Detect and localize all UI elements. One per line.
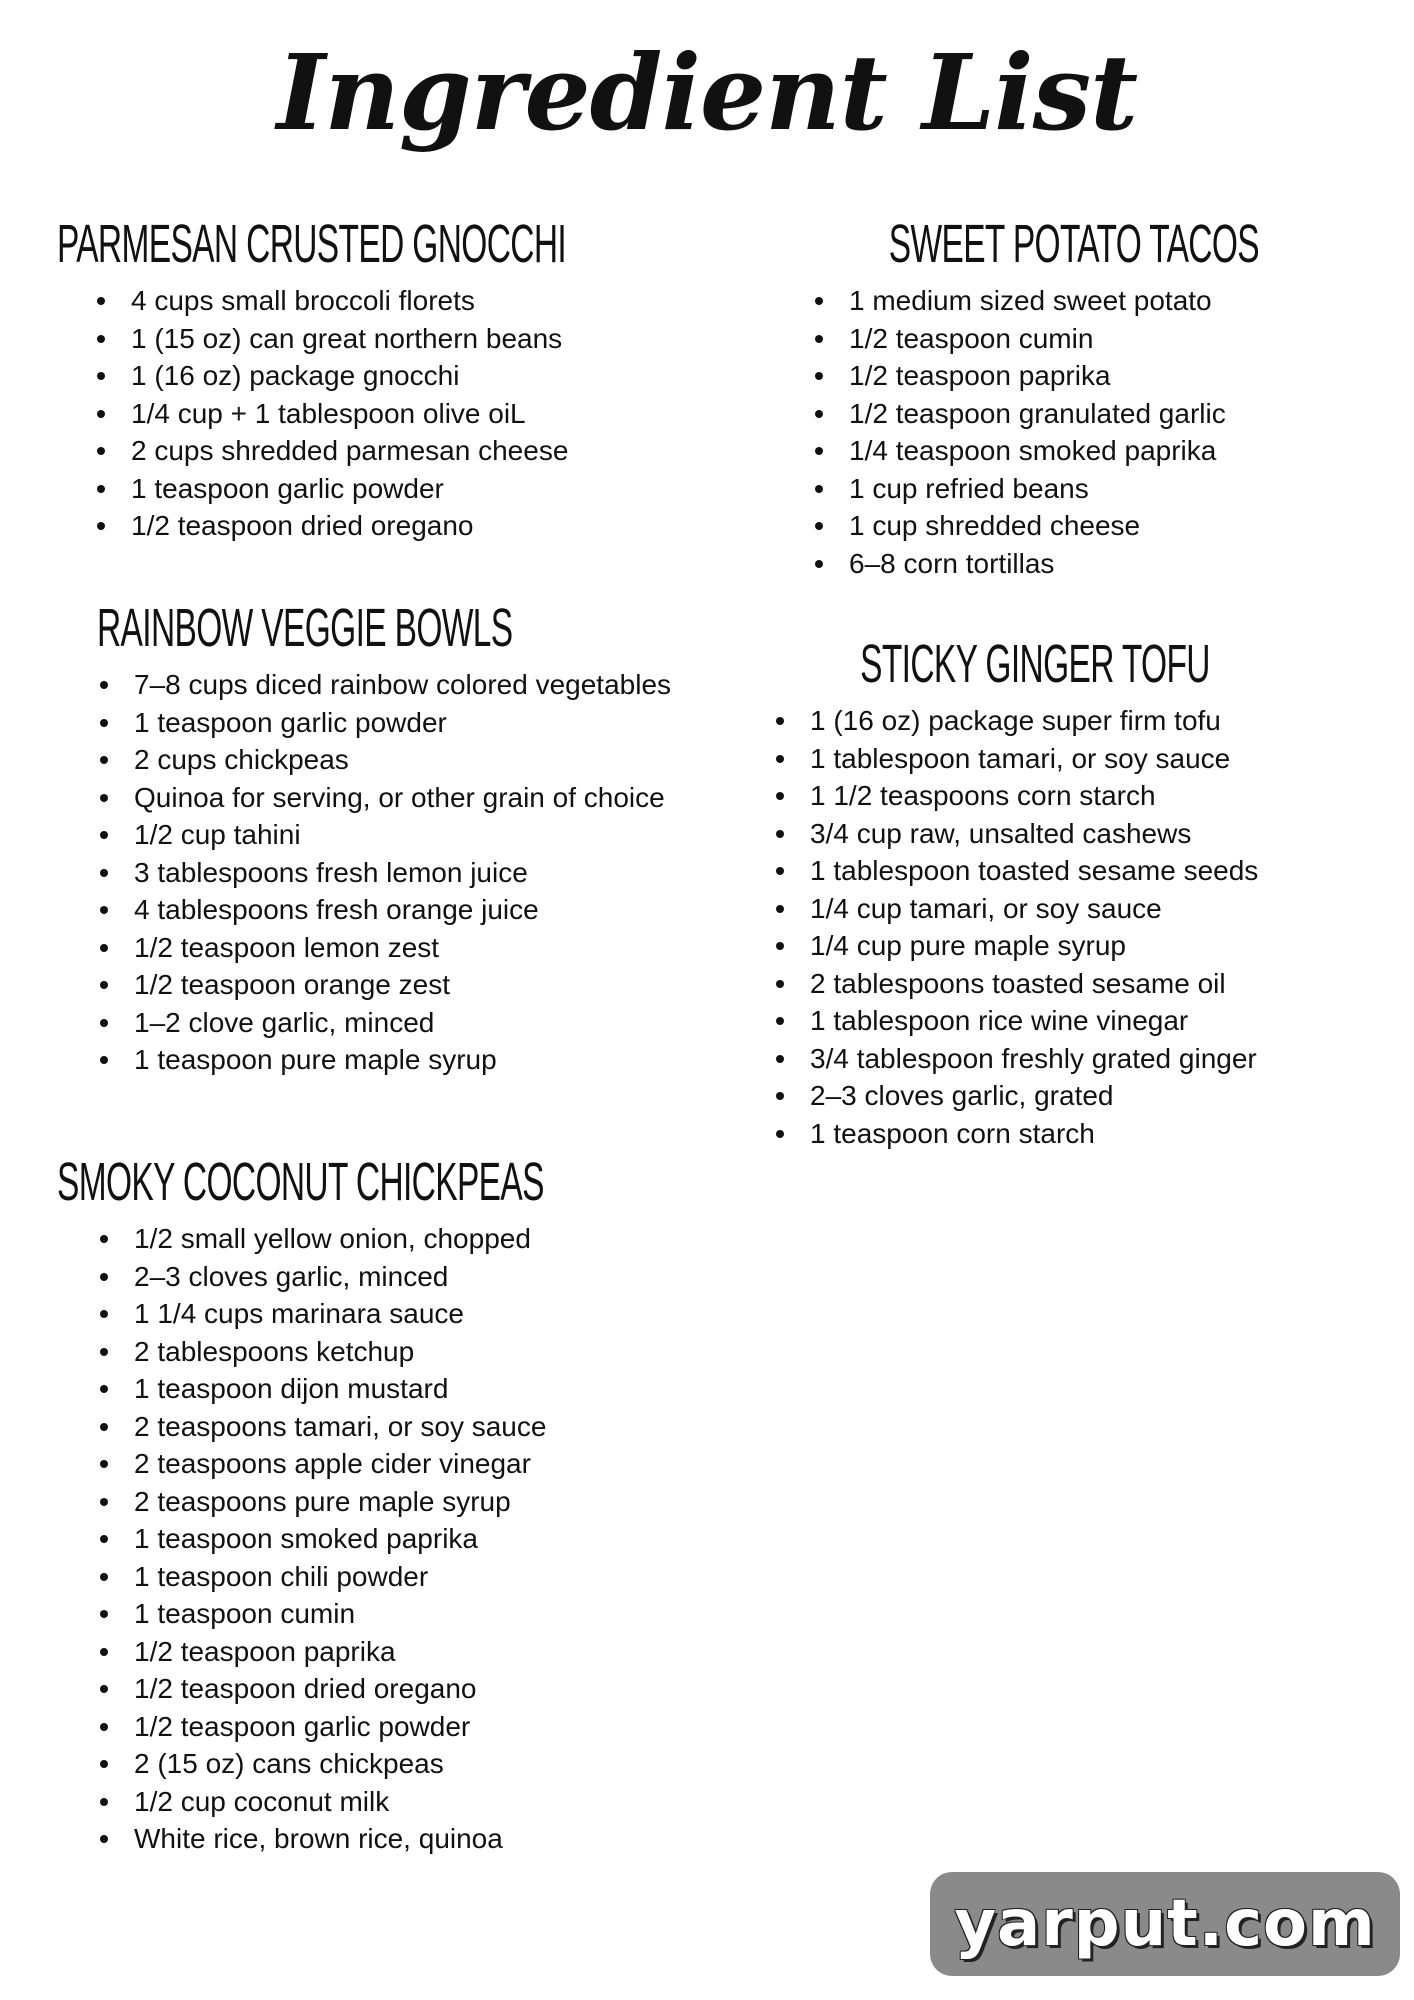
ingredient-item: 1/4 teaspoon smoked paprika (815, 432, 1310, 470)
ingredient-item: 1 1/4 cups marinara sauce (100, 1295, 697, 1333)
ingredient-item: 1 teaspoon smoked paprika (100, 1520, 697, 1558)
watermark-text: yarput.com (954, 1887, 1376, 1961)
ingredient-item: 1 tablespoon rice wine vinegar (776, 1002, 1340, 1040)
section-heading: SMOKY COCONUT CHICKPEAS (57, 1152, 544, 1212)
ingredient-item: 1 tablespoon tamari, or soy sauce (776, 740, 1340, 778)
ingredient-item: 1 (16 oz) package super firm tofu (776, 702, 1340, 740)
ingredient-item: 1 1/2 teaspoons corn starch (776, 777, 1340, 815)
ingredient-item: 2–3 cloves garlic, grated (776, 1077, 1340, 1115)
ingredient-item: 1/2 teaspoon orange zest (100, 966, 737, 1004)
ingredient-item: 3/4 tablespoon freshly grated ginger (776, 1040, 1340, 1078)
ingredient-item: 1/4 cup + 1 tablespoon olive oiL (97, 395, 697, 433)
ingredient-item: 2 tablespoons ketchup (100, 1333, 697, 1371)
ingredient-item: 1/4 cup tamari, or soy sauce (776, 890, 1340, 928)
ingredient-item: 1/2 teaspoon paprika (815, 357, 1310, 395)
ingredient-item: 1/2 teaspoon lemon zest (100, 929, 737, 967)
ingredient-item: 1–2 clove garlic, minced (100, 1004, 737, 1042)
ingredient-item: 1 teaspoon cumin (100, 1595, 697, 1633)
page-title: Ingredient List (276, 31, 1138, 154)
ingredient-item: 1 tablespoon toasted sesame seeds (776, 852, 1340, 890)
section-rainbow-veggie-bowls (97, 596, 737, 1079)
ingredient-item: 1/2 teaspoon dried oregano (97, 507, 697, 545)
ingredient-item: 1 cup shredded cheese (815, 507, 1310, 545)
section-smoky-coconut-chickpeas (57, 1150, 697, 1858)
ingredient-item: White rice, brown rice, quinoa (100, 1820, 697, 1858)
ingredient-item: 1/2 teaspoon dried oregano (100, 1670, 697, 1708)
section-heading: STICKY GINGER TOFU (860, 634, 1210, 694)
ingredient-item: 1/4 cup pure maple syrup (776, 927, 1340, 965)
ingredient-item: 1/2 teaspoon granulated garlic (815, 395, 1310, 433)
ingredient-item: 2–3 cloves garlic, minced (100, 1258, 697, 1296)
ingredient-item: 1/2 teaspoon paprika (100, 1633, 697, 1671)
ingredient-item: 1 teaspoon garlic powder (100, 704, 737, 742)
section-parmesan-crusted-gnocchi (57, 212, 697, 545)
ingredient-item: 1 teaspoon chili powder (100, 1558, 697, 1596)
ingredient-item: 1 teaspoon garlic powder (97, 470, 697, 508)
ingredient-item: 2 tablespoons toasted sesame oil (776, 965, 1340, 1003)
section-heading: PARMESAN CRUSTED GNOCCHI (57, 214, 567, 274)
ingredient-item: 2 teaspoons tamari, or soy sauce (100, 1408, 697, 1446)
ingredient-list (97, 282, 697, 545)
watermark-badge (930, 1872, 1400, 1976)
ingredient-item: 1 teaspoon pure maple syrup (100, 1041, 737, 1079)
ingredient-list (776, 702, 1340, 1152)
ingredient-item: 1/2 teaspoon garlic powder (100, 1708, 697, 1746)
section-heading: RAINBOW VEGGIE BOWLS (97, 598, 513, 658)
ingredient-item: 7–8 cups diced rainbow colored vegetables (100, 666, 737, 704)
ingredient-item: Quinoa for serving, or other grain of choice (100, 779, 737, 817)
ingredient-item: 1 teaspoon dijon mustard (100, 1370, 697, 1408)
ingredient-item: 2 cups shredded parmesan cheese (97, 432, 697, 470)
ingredient-item: 1/2 small yellow onion, chopped (100, 1220, 697, 1258)
ingredient-list (100, 1220, 697, 1858)
section-sweet-potato-tacos (790, 212, 1310, 582)
ingredient-item: 4 cups small broccoli florets (97, 282, 697, 320)
ingredient-item: 3/4 cup raw, unsalted cashews (776, 815, 1340, 853)
ingredient-list (815, 282, 1310, 582)
ingredient-item: 1 cup refried beans (815, 470, 1310, 508)
ingredient-item: 6–8 corn tortillas (815, 545, 1310, 583)
ingredient-item: 4 tablespoons fresh orange juice (100, 891, 737, 929)
section-sticky-ginger-tofu (750, 632, 1340, 1152)
ingredient-item: 2 teaspoons pure maple syrup (100, 1483, 697, 1521)
ingredient-item: 1 medium sized sweet potato (815, 282, 1310, 320)
ingredient-item: 1 teaspoon corn starch (776, 1115, 1340, 1153)
ingredient-item: 1/2 cup coconut milk (100, 1783, 697, 1821)
ingredient-item: 1 (16 oz) package gnocchi (97, 357, 697, 395)
ingredient-item: 1 (15 oz) can great northern beans (97, 320, 697, 358)
section-heading: SWEET POTATO TACOS (888, 214, 1259, 274)
ingredient-item: 2 teaspoons apple cider vinegar (100, 1445, 697, 1483)
ingredient-list (100, 666, 737, 1079)
ingredient-item: 1/2 cup tahini (100, 816, 737, 854)
ingredient-item: 1/2 teaspoon cumin (815, 320, 1310, 358)
ingredient-item: 2 (15 oz) cans chickpeas (100, 1745, 697, 1783)
ingredient-item: 2 cups chickpeas (100, 741, 737, 779)
ingredient-item: 3 tablespoons fresh lemon juice (100, 854, 737, 892)
